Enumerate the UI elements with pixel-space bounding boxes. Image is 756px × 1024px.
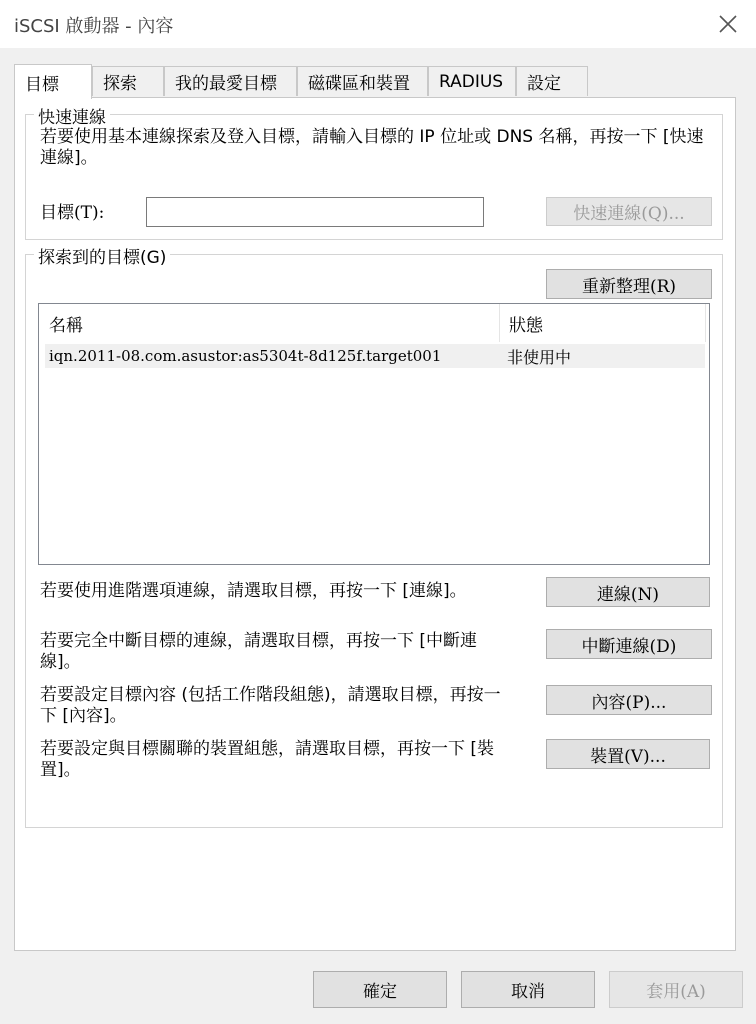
devices-button[interactable]: 裝置(V)... bbox=[546, 739, 710, 769]
cancel-button[interactable]: 取消 bbox=[461, 971, 595, 1008]
tab-configuration[interactable]: 設定 bbox=[516, 66, 588, 96]
tab-volumes-devices[interactable]: 磁碟區和裝置 bbox=[297, 66, 428, 96]
targets-list[interactable] bbox=[38, 303, 710, 565]
column-separator bbox=[705, 304, 706, 342]
tab-favorite-targets[interactable]: 我的最愛目標 bbox=[164, 66, 297, 96]
connect-button[interactable]: 連線(N) bbox=[546, 577, 710, 607]
target-label: 目標(T): bbox=[40, 203, 105, 223]
targets-list-header bbox=[39, 304, 709, 342]
column-status[interactable]: 狀態 bbox=[509, 315, 543, 336]
table-row[interactable] bbox=[45, 344, 705, 368]
target-input[interactable] bbox=[146, 197, 484, 227]
properties-description: 若要設定目標內容 (包括工作階段組態)，請選取目標，再按一下 [內容]。 bbox=[40, 685, 501, 726]
tab-radius[interactable]: RADIUS bbox=[428, 66, 516, 96]
disconnect-button[interactable]: 中斷連線(D) bbox=[546, 629, 712, 659]
tab-strip bbox=[14, 64, 736, 98]
devices-description: 若要設定與目標關聯的裝置組態，請選取目標，再按一下 [裝置]。 bbox=[40, 739, 495, 780]
ok-button[interactable]: 確定 bbox=[313, 971, 447, 1008]
quick-connect-button[interactable]: 快速連線(Q)... bbox=[546, 197, 712, 226]
window-title: iSCSI 啟動器 - 內容 bbox=[14, 16, 174, 37]
connect-description: 若要使用進階選項連線，請選取目標，再按一下 [連線]。 bbox=[40, 581, 467, 601]
discovered-targets-label: 探索到的目標(G) bbox=[34, 243, 170, 268]
tab-discovery[interactable]: 探索 bbox=[92, 66, 164, 96]
target-status-cell: 非使用中 bbox=[507, 347, 572, 367]
close-button[interactable] bbox=[700, 0, 756, 48]
properties-button[interactable]: 內容(P)... bbox=[546, 685, 712, 715]
tab-targets[interactable]: 目標 bbox=[14, 64, 92, 99]
close-icon bbox=[719, 15, 737, 33]
title-bar bbox=[0, 0, 756, 48]
disconnect-description: 若要完全中斷目標的連線，請選取目標，再按一下 [中斷連線]。 bbox=[40, 631, 478, 672]
quick-connect-group bbox=[25, 108, 723, 240]
discovered-targets-group bbox=[25, 248, 723, 828]
target-name-cell: iqn.2011-08.com.asustor:as5304t-8d125f.target001 bbox=[49, 347, 442, 365]
column-name[interactable]: 名稱 bbox=[49, 315, 83, 336]
quick-connect-description: 若要使用基本連線探索及登入目標，請輸入目標的 IP 位址或 DNS 名稱，再按一下 [快速連線]。 bbox=[40, 127, 704, 168]
apply-button[interactable]: 套用(A) bbox=[609, 971, 743, 1008]
quick-connect-label: 快速連線 bbox=[34, 103, 110, 128]
refresh-button[interactable]: 重新整理(R) bbox=[546, 269, 712, 299]
tab-panel bbox=[14, 97, 736, 951]
